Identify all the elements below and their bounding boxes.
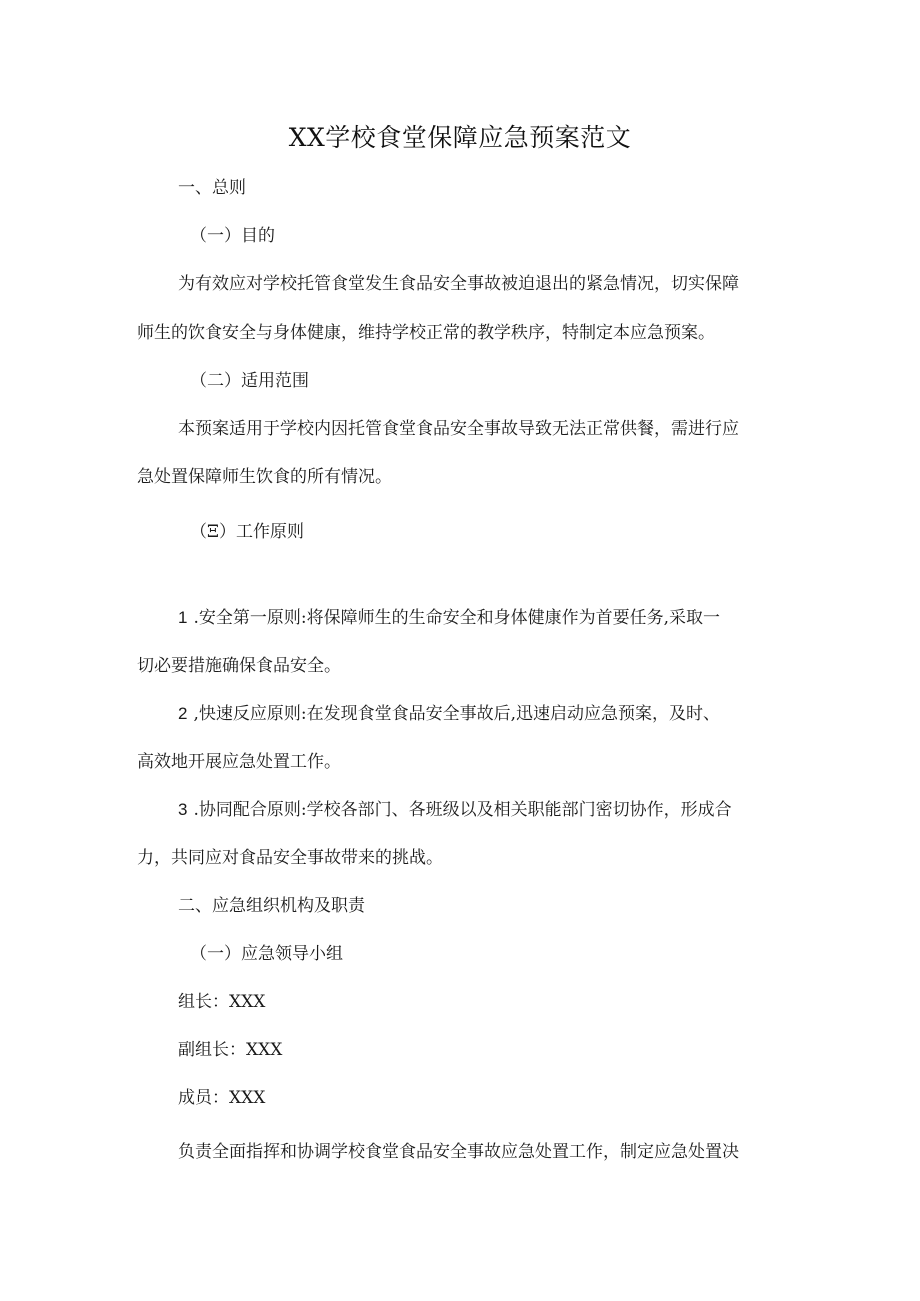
subheading-purpose: （一）目的 bbox=[190, 226, 275, 246]
principle-item-3-line-2: 力，共同应对食品安全事故带来的挑战。 bbox=[137, 848, 443, 868]
purpose-paragraph-line-2: 师生的饮食安全与身体健康，维持学校正常的教学秩序，特制定本应急预案。 bbox=[137, 323, 715, 343]
duty-paragraph-line-1: 负责全面指挥和协调学校食堂食品安全事故应急处置工作，制定应急处置决 bbox=[178, 1142, 739, 1162]
purpose-paragraph-line-1: 为有效应对学校托管食堂发生食品安全事故被迫退出的紧急情况，切实保障 bbox=[178, 274, 739, 294]
scope-paragraph-line-2: 急处置保障师生饮食的所有情况。 bbox=[137, 467, 392, 487]
principle-number: 2 bbox=[178, 704, 188, 723]
principle-number: 3 bbox=[178, 800, 188, 819]
principle-text: .安全第一原则:将保障师生的生命安全和身体健康作为首要任务,采取一 bbox=[193, 608, 721, 628]
members-line: 成员：XXX bbox=[178, 1088, 266, 1108]
subheading-leadership-group: （一）应急领导小组 bbox=[190, 944, 343, 964]
principle-item-1-line-2: 切必要措施确保食品安全。 bbox=[137, 656, 341, 676]
document-title: XX学校食堂保障应急预案范文 bbox=[288, 123, 632, 152]
principle-item-2-line-1 bbox=[178, 702, 720, 726]
leader-line: 组长：XXX bbox=[178, 992, 266, 1012]
principle-item-1-line-1 bbox=[178, 606, 720, 630]
subheading-scope: （二）适用范围 bbox=[190, 371, 309, 391]
section-heading-general: 一、总则 bbox=[178, 178, 246, 198]
principle-number: 1 bbox=[178, 608, 188, 627]
principle-text: ,快速反应原则:在发现食堂食品安全事故后,迅速启动应急预案，及时、 bbox=[193, 704, 721, 724]
principle-item-3-line-1 bbox=[178, 798, 732, 822]
principle-text: .协同配合原则:学校各部门、各班级以及相关职能部门密切协作，形成合 bbox=[193, 800, 732, 820]
principle-item-2-line-2: 高效地开展应急处置工作。 bbox=[137, 752, 341, 772]
scope-paragraph-line-1: 本预案适用于学校内因托管食堂食品安全事故导致无法正常供餐，需进行应 bbox=[178, 419, 739, 439]
deputy-leader-line: 副组长：XXX bbox=[178, 1040, 283, 1060]
section-heading-organization: 二、应急组织机构及职责 bbox=[178, 896, 365, 916]
subheading-work-principles: （Ξ）工作原则 bbox=[190, 522, 304, 542]
